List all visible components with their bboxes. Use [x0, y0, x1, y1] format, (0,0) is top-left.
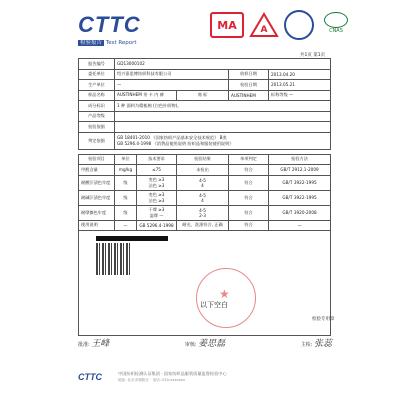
report-label-en: Test Report [105, 40, 137, 46]
composition: 1 种 面料为精梳棉 (白色针织物)。 [115, 101, 331, 112]
cell-req: 变色 ≥3 沾色 ≥3 [137, 190, 177, 205]
table-row [79, 175, 331, 190]
reviewer-block [185, 336, 225, 349]
page-info: 共1页 第1页 [300, 53, 326, 58]
blank-below-note: 以下空白 [200, 301, 228, 309]
cell-unit: mg/kg [115, 165, 137, 176]
basis-test-label: 检验依据 [79, 122, 115, 133]
signature-row [78, 336, 332, 349]
col-header: 检验项目 [79, 154, 115, 165]
grade: — [289, 92, 294, 98]
cell-req: 变色 ≥3 沾色 ≥3 [137, 175, 177, 190]
tester-block [301, 336, 332, 349]
reviewer-label: 审核: [184, 342, 197, 348]
cell-unit: 级 [115, 190, 137, 205]
test-date: 2013.05.21 [269, 80, 331, 91]
client-label: 委托单位 [79, 69, 115, 80]
cell-req: ≤75 [137, 165, 177, 176]
composition-label: 成分标识 [79, 101, 115, 112]
cell-method: GB/T 3920-2008 [269, 205, 331, 220]
report-no-label: 报告编号 [79, 59, 115, 70]
cell-judge: 符合 [229, 165, 269, 176]
table-row [79, 165, 331, 176]
cell-method: GB/T 3922-1995 [269, 175, 331, 190]
receive-date-label: 收样日期 [229, 69, 269, 80]
cell-result: 4-5 4 [177, 190, 229, 205]
cell-result: 4-5 2-3 [177, 205, 229, 220]
cell-judge: 符合 [229, 190, 269, 205]
test-date-label: 检验日期 [229, 80, 269, 91]
cell-result: 耐光、洗涤符合, 正确 [177, 220, 229, 231]
report-label-cn: 检验报告 [80, 40, 103, 46]
cell-item: 耐摩擦色牢度 [79, 205, 115, 220]
table-header-row [79, 154, 331, 165]
spec-label: 产品等级 [79, 111, 115, 122]
cell-judge: 符合 [229, 175, 269, 190]
tester-label: 主检: [300, 342, 313, 348]
grade-label: 标称等级 [271, 92, 288, 98]
col-header: 检验方法 [269, 154, 331, 165]
tester-signature: 张蕊 [313, 339, 332, 349]
sample-name: AUSTINHEM 茶 卡 内 裤 [115, 90, 177, 101]
cell-item: 甲醛含量 [79, 165, 115, 176]
basis-line-2: GB 5296.4-1998 《消费品使用说明 纺织品和服装使用说明》 [117, 140, 234, 146]
table-row [79, 220, 331, 231]
cell-method: GB/T 3922-1995 [269, 190, 331, 205]
approver-signature: 王峰 [91, 339, 110, 349]
cell-unit: 级 [115, 175, 137, 190]
stamp-label: 检验专用章 [312, 317, 335, 322]
footer-logo: CTTC [78, 372, 102, 382]
ilac-seal-icon [284, 10, 314, 40]
client: 绍兴嘉思博纺织科技有限公司 [115, 69, 229, 80]
reviewer-signature: 姜思磊 [198, 339, 226, 349]
cell-req: 干摩 ≥3 湿摩 — [137, 205, 177, 220]
report-label [78, 38, 137, 46]
trademark-label: 商 标 [177, 90, 229, 101]
basis-test [115, 122, 331, 133]
cell-method: GB/T 2912.1-2009 [269, 165, 331, 176]
cell-req: GB 5296.4-1998 [137, 220, 177, 231]
basis-line-1: GB 18401-2010 《国家纺织产品基本安全技术规范》 B类 [117, 135, 227, 140]
receive-date: 2013.04.20 [269, 69, 331, 80]
approver-label: 批准: [78, 342, 90, 348]
basis [115, 132, 331, 149]
col-header: 技术要求 [137, 154, 177, 165]
approver-block [78, 336, 109, 349]
cell-unit: — [115, 220, 137, 231]
ma-seal-icon: MA [210, 12, 244, 38]
cell-judge: 符合 [229, 220, 269, 231]
stamp-star-icon: ★ [219, 287, 230, 301]
cttc-logo: CTTC [78, 12, 141, 37]
basis-label: 判定依据 [79, 132, 115, 149]
certification-seals [210, 10, 353, 40]
col-header: 单位 [115, 154, 137, 165]
footer-text: 中国纺织检测认证集团 · 国家纺织品服装质量监督检验中心 [118, 371, 227, 376]
cell-unit: 级 [115, 205, 137, 220]
producer-label: 生产单位 [79, 80, 115, 91]
barcode-image [96, 243, 132, 275]
cell-result: 未检出 [177, 165, 229, 176]
cell-method: — [269, 220, 331, 231]
cnas-seal-icon [319, 12, 353, 38]
table-row [79, 190, 331, 205]
grade-cell [269, 90, 331, 101]
sample-name-label: 样品名称 [79, 90, 115, 101]
cell-item: 耐碱汗渍色牢度 [79, 190, 115, 205]
cma-triangle-icon [249, 12, 279, 38]
cell-item: 使用说明 [79, 220, 115, 231]
trademark: AUSTINHEM [229, 90, 269, 101]
svg-text:A: A [260, 25, 268, 35]
barcode-strip [96, 236, 168, 241]
report-no: GD13000102 [115, 59, 331, 70]
producer: — [115, 80, 229, 91]
cell-item: 耐酸汗渍色牢度 [79, 175, 115, 190]
spec [115, 111, 331, 122]
cell-result: 4-5 4 [177, 175, 229, 190]
cnas-label: CNAS [329, 28, 343, 34]
footer-text-2: 地址: 北京市朝阳区 · 电话: 010-xxxxxxx [118, 378, 186, 382]
table-row [79, 205, 331, 220]
col-header: 检验结果 [177, 154, 229, 165]
cell-judge: 符合 [229, 205, 269, 220]
col-header: 单项判定 [229, 154, 269, 165]
